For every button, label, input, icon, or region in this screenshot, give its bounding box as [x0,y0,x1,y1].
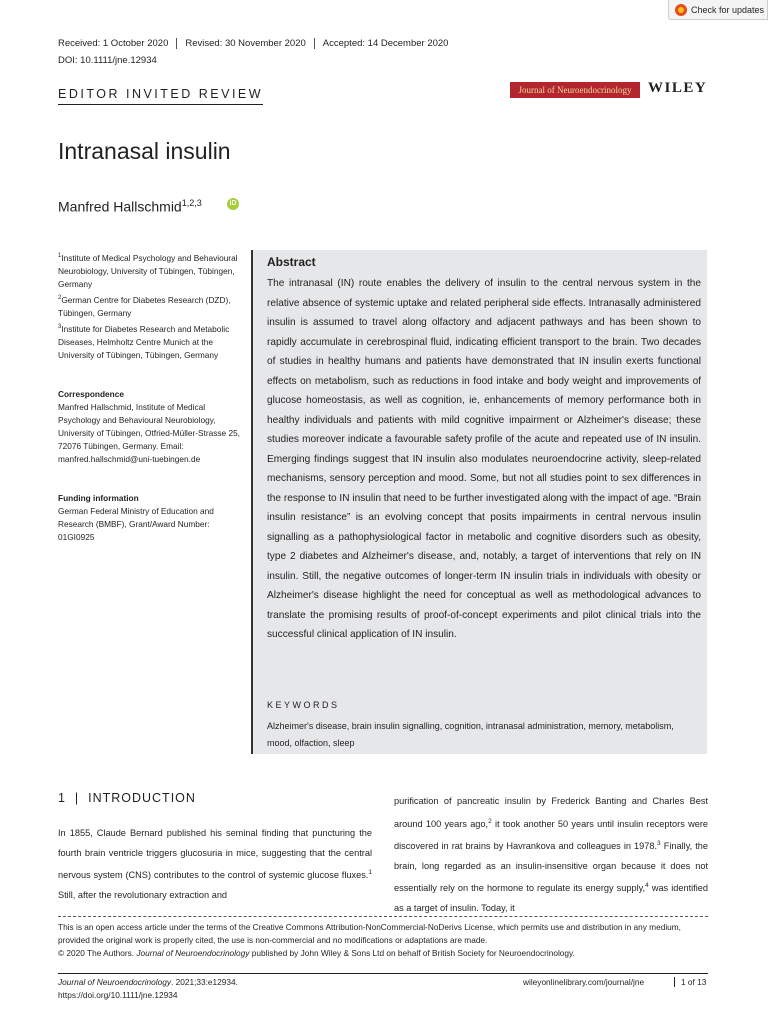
article-type: EDITOR INVITED REVIEW [58,87,263,105]
body-text: it took another 50 years until insulin receptors were discovered in rat brains by Havrankova and colleagues in 1978. [394,818,708,852]
citation-ref[interactable]: 4 [645,882,649,890]
body-text: Still, after the revolutionary extraction and [58,889,228,900]
footer-citation [58,977,238,987]
section-heading: 1 | INTRODUCTION [58,791,196,805]
affiliation-1 [58,250,243,291]
footer-site-link[interactable]: wileyonlinelibrary.com/journal/jne [523,977,645,987]
license-text [58,921,708,960]
doi: DOI: 10.1111/jne.12934 [58,55,157,66]
copyright-text: published by John Wiley & Sons Ltd on behalf of British Society for Neuroendocrinology. [249,948,575,958]
page-number: 1 of 13 [674,977,706,987]
body-text: Finally, the brain, long regarded as an insulin-insensitive organ because it does not essentially rely on the hormone to regulate its energy supply, [394,841,708,894]
aff-sup: 2 [58,295,62,301]
copyright-journal: Journal of Neuroendocrinology [136,948,250,958]
funding [58,492,243,544]
footer-journal: Journal of Neuroendocrinology [58,977,172,987]
abstract-text: The intranasal (IN) route enables the delivery of insulin to the central nervous system in the relative absence of systemic uptake and related peripheral side effects. Intranasally administered insulin is assumed to travel along olfactory and adjacent pathways and has been shown to rapidly accumulate in cerebrospinal fluid, indicating efficient transport to the brain. Two decades of studies in healthy humans and patients have demonstrated that IN insulin exerts functional effects on metabolism, such as reductions in food intake and body weight and improvements of glucose homeostasis, as well as cognition, ie, enhancements of memory performance both in healthy individuals and patients with mild cognitive impairment or Alzheimer's disease; these studies moreover indicate a favourable safety profile of the acute and repeated use of IN insulin. Emerging findings suggest that IN insulin also modulates neuroendocrine activity, sleep-related mechanisms, sensory perception and mood. Some, but not all studies point to sex differences in the response to IN insulin that need to be further investigated along with the impact of age. “Brain insulin resistance” is an evolving concept that posits impairments in central nervous insulin signalling as a pathophysiological factor in metabolic and cognitive disorders such as obesity, type 2 diabetes and Alzheimer's disease, and, notably, a target of interventions that rely on IN insulin. Still, the negative outcomes of longer-term IN insulin trials in individuals with obesity or Alzheimer's disease highlight the need for conceptual as well as methodological advances to translate the promising results of proof-of-concept experiments and pilot clinical trials into the successful clinical application of IN insulin. [267,278,701,640]
funding-text: German Federal Ministry of Education and Research (BMBF), Grant/Award Number: 01GI0925 [58,506,214,542]
aff-sup: 1 [58,253,62,259]
body-text: In 1855, Claude Bernard published his seminal finding that puncturing the fourth brain ventricle triggers glucosuria in mice, suggesting that the central nervous system (CNS) contributes to the control of systemic glucose fluxes. [58,828,372,881]
keywords-heading: KEYWORDS [267,700,340,710]
section-title: INTRODUCTION [88,791,196,805]
aff-text: Institute of Medical Psychology and Behavioural Neurobiology, University of Tübingen, Tübingen, Germany [58,252,238,289]
footer-doi-link[interactable]: https://doi.org/10.1111/jne.12934 [58,990,178,1000]
correspondence-heading: Correspondence [58,389,124,399]
citation-ref[interactable]: 3 [657,840,661,848]
funding-heading: Funding information [58,493,139,503]
journal-logo: Journal of Neuroendocrinology [510,82,640,98]
copyright-text: © 2020 The Authors. [58,948,137,958]
article-title: Intranasal insulin [58,138,231,164]
body-column-2 [394,792,708,918]
aff-text: Institute for Diabetes Research and Metabolic Diseases, Helmholtz Centre Munich at the University of Tübingen, Tübingen, Germany [58,323,230,360]
citation-ref[interactable]: 2 [488,817,492,825]
citation-ref[interactable]: 1 [368,869,372,876]
license-divider [58,916,708,917]
footer-citation-text: . 2021;33:e12934. [171,977,238,987]
publisher-logo: WILEY [648,80,708,96]
body-text: purification of pancreatic insulin by Frederick Banting and Charles Best around 100 years ago, [394,796,708,829]
abstract-heading: Abstract [267,255,316,269]
body-text: was identified as a target of insulin. Today, it [394,883,708,913]
body-column-1 [58,824,372,905]
check-for-updates-label: Check for updates [691,4,765,15]
footer-rule [58,973,708,974]
orcid-icon[interactable]: iD [227,198,239,210]
section-number: 1 [58,791,66,805]
author-name [58,198,202,215]
keywords-text: Alzheimer's disease, brain insulin signalling, cognition, intranasal administration, memory, metabolism, mood, olfaction, sleep [267,721,674,748]
license-line: This is an open access article under the terms of the Creative Commons Attribution-NonCommercial-NoDerivs License, which permits use and distribution in any medium, provided the original work is properly cited, the use is non-commercial and no modifications or adaptations are made. [58,922,681,945]
accepted-date: Accepted: 14 December 2020 [314,38,457,49]
article-dates [58,38,456,49]
received-date: Received: 1 October 2020 [58,38,169,49]
author-text: Manfred Hallschmid [58,198,182,215]
affiliation-3 [58,321,243,362]
copyright-line [58,947,708,960]
aff-text: German Centre for Diabetes Research (DZD), Tübingen, Germany [58,294,231,318]
correspondence [58,388,243,466]
crossmark-icon [675,4,687,16]
affiliation-2 [58,292,243,320]
revised-date: Revised: 30 November 2020 [176,38,313,49]
correspondence-text: Manfred Hallschmid, Institute of Medical Psychology and Behavioural Neurobiology, University of Tübingen, Otfried-Müller-Strasse 25, 72076 Tübingen, Germany. Email: manfred.hallschmid@uni-tuebingen.de [58,402,240,464]
author-affiliation-sup: 1,2,3 [181,198,202,208]
aff-sup: 3 [58,324,62,330]
check-for-updates-button[interactable] [668,0,768,20]
